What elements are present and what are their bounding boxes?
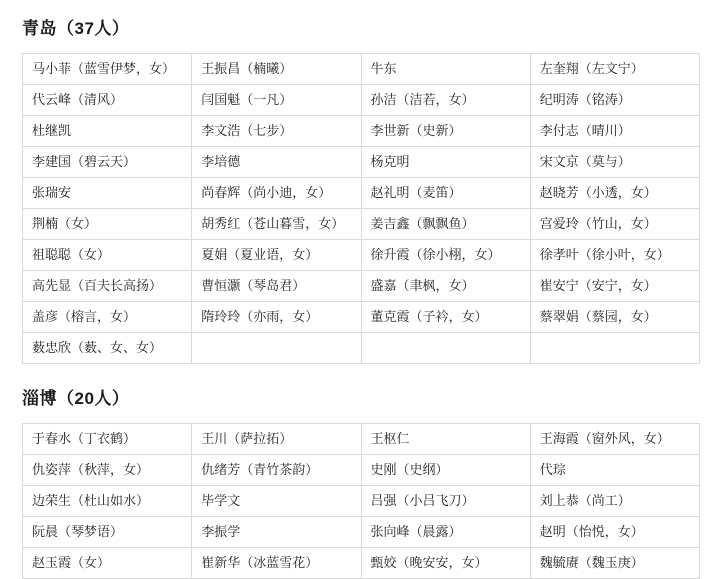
member-cell: 荆楠（女） <box>23 209 192 240</box>
member-cell: 李振学 <box>192 517 361 548</box>
member-cell: 蔡翠娟（蔡园，女） <box>530 302 699 333</box>
member-cell: 曹恒灏（琴岛君） <box>192 271 361 302</box>
member-cell: 张瑞安 <box>23 178 192 209</box>
member-cell: 崔安宁（安宁，女） <box>530 271 699 302</box>
member-cell: 夏娟（夏业语，女） <box>192 240 361 271</box>
member-cell: 董克霞（子衿，女） <box>361 302 530 333</box>
table-row <box>23 54 700 85</box>
member-cell: 李建国（碧云天） <box>23 147 192 178</box>
member-cell: 代琮 <box>530 455 699 486</box>
member-cell: 杨克明 <box>361 147 530 178</box>
member-cell: 甄姣（晚安安，女） <box>361 548 530 579</box>
member-cell: 盛嘉（聿枫，女） <box>361 271 530 302</box>
member-cell: 薮忠欣（薮、女、女） <box>23 333 192 364</box>
table-row <box>23 517 700 548</box>
section-title-zibo: 淄博（20人） <box>22 389 130 408</box>
member-cell: 姜吉鑫（飘飘鱼） <box>361 209 530 240</box>
member-cell: 李文浩（七步） <box>192 116 361 147</box>
table-row <box>23 333 700 364</box>
member-cell: 李付志（晴川） <box>530 116 699 147</box>
member-cell: 宋文京（莫与） <box>530 147 699 178</box>
member-cell: 李培德 <box>192 147 361 178</box>
member-cell: 胡秀红（苍山暮雪，女） <box>192 209 361 240</box>
member-cell: 赵晓芳（小透，女） <box>530 178 699 209</box>
member-cell: 张向峰（晨露） <box>361 517 530 548</box>
member-cell: 仇姿萍（秋萍，女） <box>23 455 192 486</box>
member-cell: 王川（萨拉拓） <box>192 424 361 455</box>
member-cell <box>361 333 530 364</box>
table-row <box>23 240 700 271</box>
table-row <box>23 271 700 302</box>
section-title-qingdao: 青岛（37人） <box>22 19 130 38</box>
table-row <box>23 178 700 209</box>
member-cell: 赵玉霞（女） <box>23 548 192 579</box>
member-cell <box>192 333 361 364</box>
member-cell: 王振昌（楠曦） <box>192 54 361 85</box>
member-cell <box>530 333 699 364</box>
table-row <box>23 116 700 147</box>
member-cell: 祖聪聪（女） <box>23 240 192 271</box>
member-cell: 代云峰（清风） <box>23 85 192 116</box>
member-cell: 尚春辉（尚小迪，女） <box>192 178 361 209</box>
member-cell: 隋玲玲（亦雨，女） <box>192 302 361 333</box>
table-row <box>23 302 700 333</box>
member-cell: 盖彦（榕言，女） <box>23 302 192 333</box>
member-cell: 李世新（史新） <box>361 116 530 147</box>
member-cell: 边荣生（杜山如水） <box>23 486 192 517</box>
member-cell: 马小菲（蓝雪伊梦，女） <box>23 54 192 85</box>
member-cell: 牛东 <box>361 54 530 85</box>
table-row <box>23 486 700 517</box>
member-cell: 崔新华（冰蓝雪花） <box>192 548 361 579</box>
member-cell: 左奎翔（左文宁） <box>530 54 699 85</box>
member-cell: 徐升霞（徐小栩，女） <box>361 240 530 271</box>
member-cell: 赵礼明（麦笛） <box>361 178 530 209</box>
member-cell: 王枢仁 <box>361 424 530 455</box>
member-cell: 吕强（小吕飞刀） <box>361 486 530 517</box>
member-cell: 高先显（百夫长高扬） <box>23 271 192 302</box>
member-cell: 徐孝叶（徐小叶，女） <box>530 240 699 271</box>
member-cell: 闫国魁（一凡） <box>192 85 361 116</box>
member-cell: 史刚（史纲） <box>361 455 530 486</box>
table-row <box>23 548 700 579</box>
table-row <box>23 147 700 178</box>
table-row <box>23 424 700 455</box>
member-cell: 孙洁（洁若，女） <box>361 85 530 116</box>
member-cell: 杜继凯 <box>23 116 192 147</box>
member-cell: 纪明涛（铭涛） <box>530 85 699 116</box>
member-cell: 王海霞（窗外风，女） <box>530 424 699 455</box>
member-cell: 毕学文 <box>192 486 361 517</box>
member-cell: 阮晨（琴梦语） <box>23 517 192 548</box>
roster-table-zibo <box>22 423 700 579</box>
member-cell: 宫爱玲（竹山，女） <box>530 209 699 240</box>
roster-table-qingdao <box>22 53 700 364</box>
member-cell: 于春水（丁衣鹤） <box>23 424 192 455</box>
table-row <box>23 209 700 240</box>
member-cell: 赵明（怡悦，女） <box>530 517 699 548</box>
member-cell: 仇绪芳（青竹茶韵） <box>192 455 361 486</box>
table-row <box>23 85 700 116</box>
member-cell: 刘上恭（尚工） <box>530 486 699 517</box>
member-cell: 魏毓赓（魏玉庚） <box>530 548 699 579</box>
table-row <box>23 455 700 486</box>
